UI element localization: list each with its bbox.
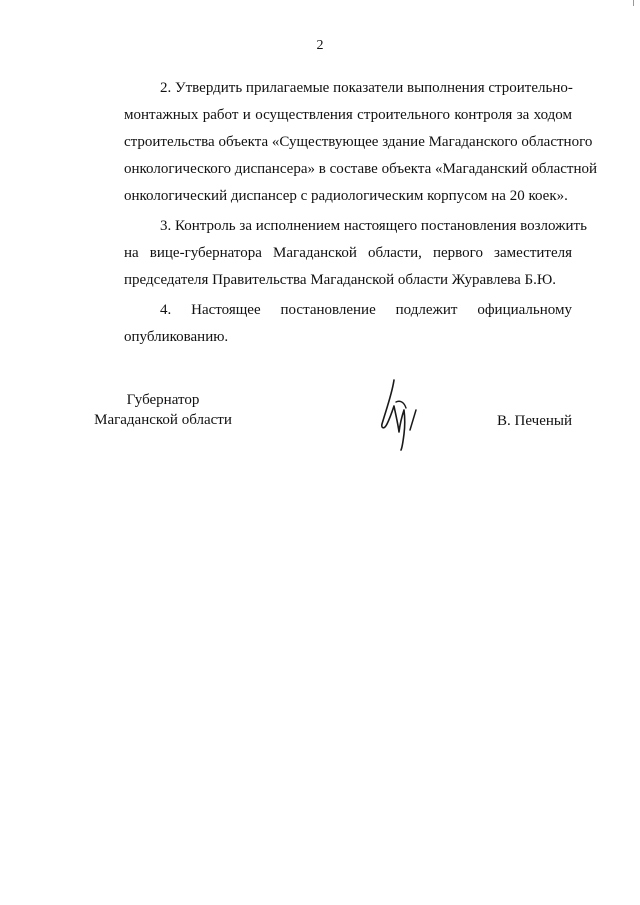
text-line: 3. Контроль за исполнением настоящего постановления возложить: [160, 218, 587, 234]
text-line: председателя Правительства Магаданской области Журавлева Б.Ю.: [124, 272, 557, 288]
signer-position: [88, 390, 238, 430]
signer-position-line: Магаданской области: [94, 412, 232, 428]
text-line: 4. Настоящее постановление подлежит официальному: [160, 302, 572, 318]
paragraph-3: [88, 213, 587, 294]
paragraph-2: [88, 75, 598, 210]
text-line: монтажных работ и осуществления строительного контроля за ходом: [124, 107, 572, 123]
text-line: на вице-губернатора Магаданской области, первого заместителя: [124, 245, 572, 261]
text-line: онкологический диспансер с радиологическим корпусом на 20 коек».: [124, 188, 568, 204]
signer-name: В. Печеный: [497, 413, 572, 429]
text-line: опубликованию.: [124, 329, 229, 345]
signer-position-line: Губернатор: [126, 392, 200, 408]
paragraph-4: [88, 297, 572, 351]
text-line: строительства объекта «Существующее здание Магаданского областного: [124, 134, 593, 150]
text-line: онкологического диспансера» в составе объекта «Магаданский областной: [124, 161, 598, 177]
text-line: 2. Утвердить прилагаемые показатели выполнения строительно-: [160, 80, 573, 96]
page-number: 2: [316, 38, 324, 53]
scan-mark: [629, 0, 634, 6]
signature-block: [0, 390, 640, 470]
handwritten-signature: [372, 372, 442, 452]
document-body: [88, 75, 598, 354]
